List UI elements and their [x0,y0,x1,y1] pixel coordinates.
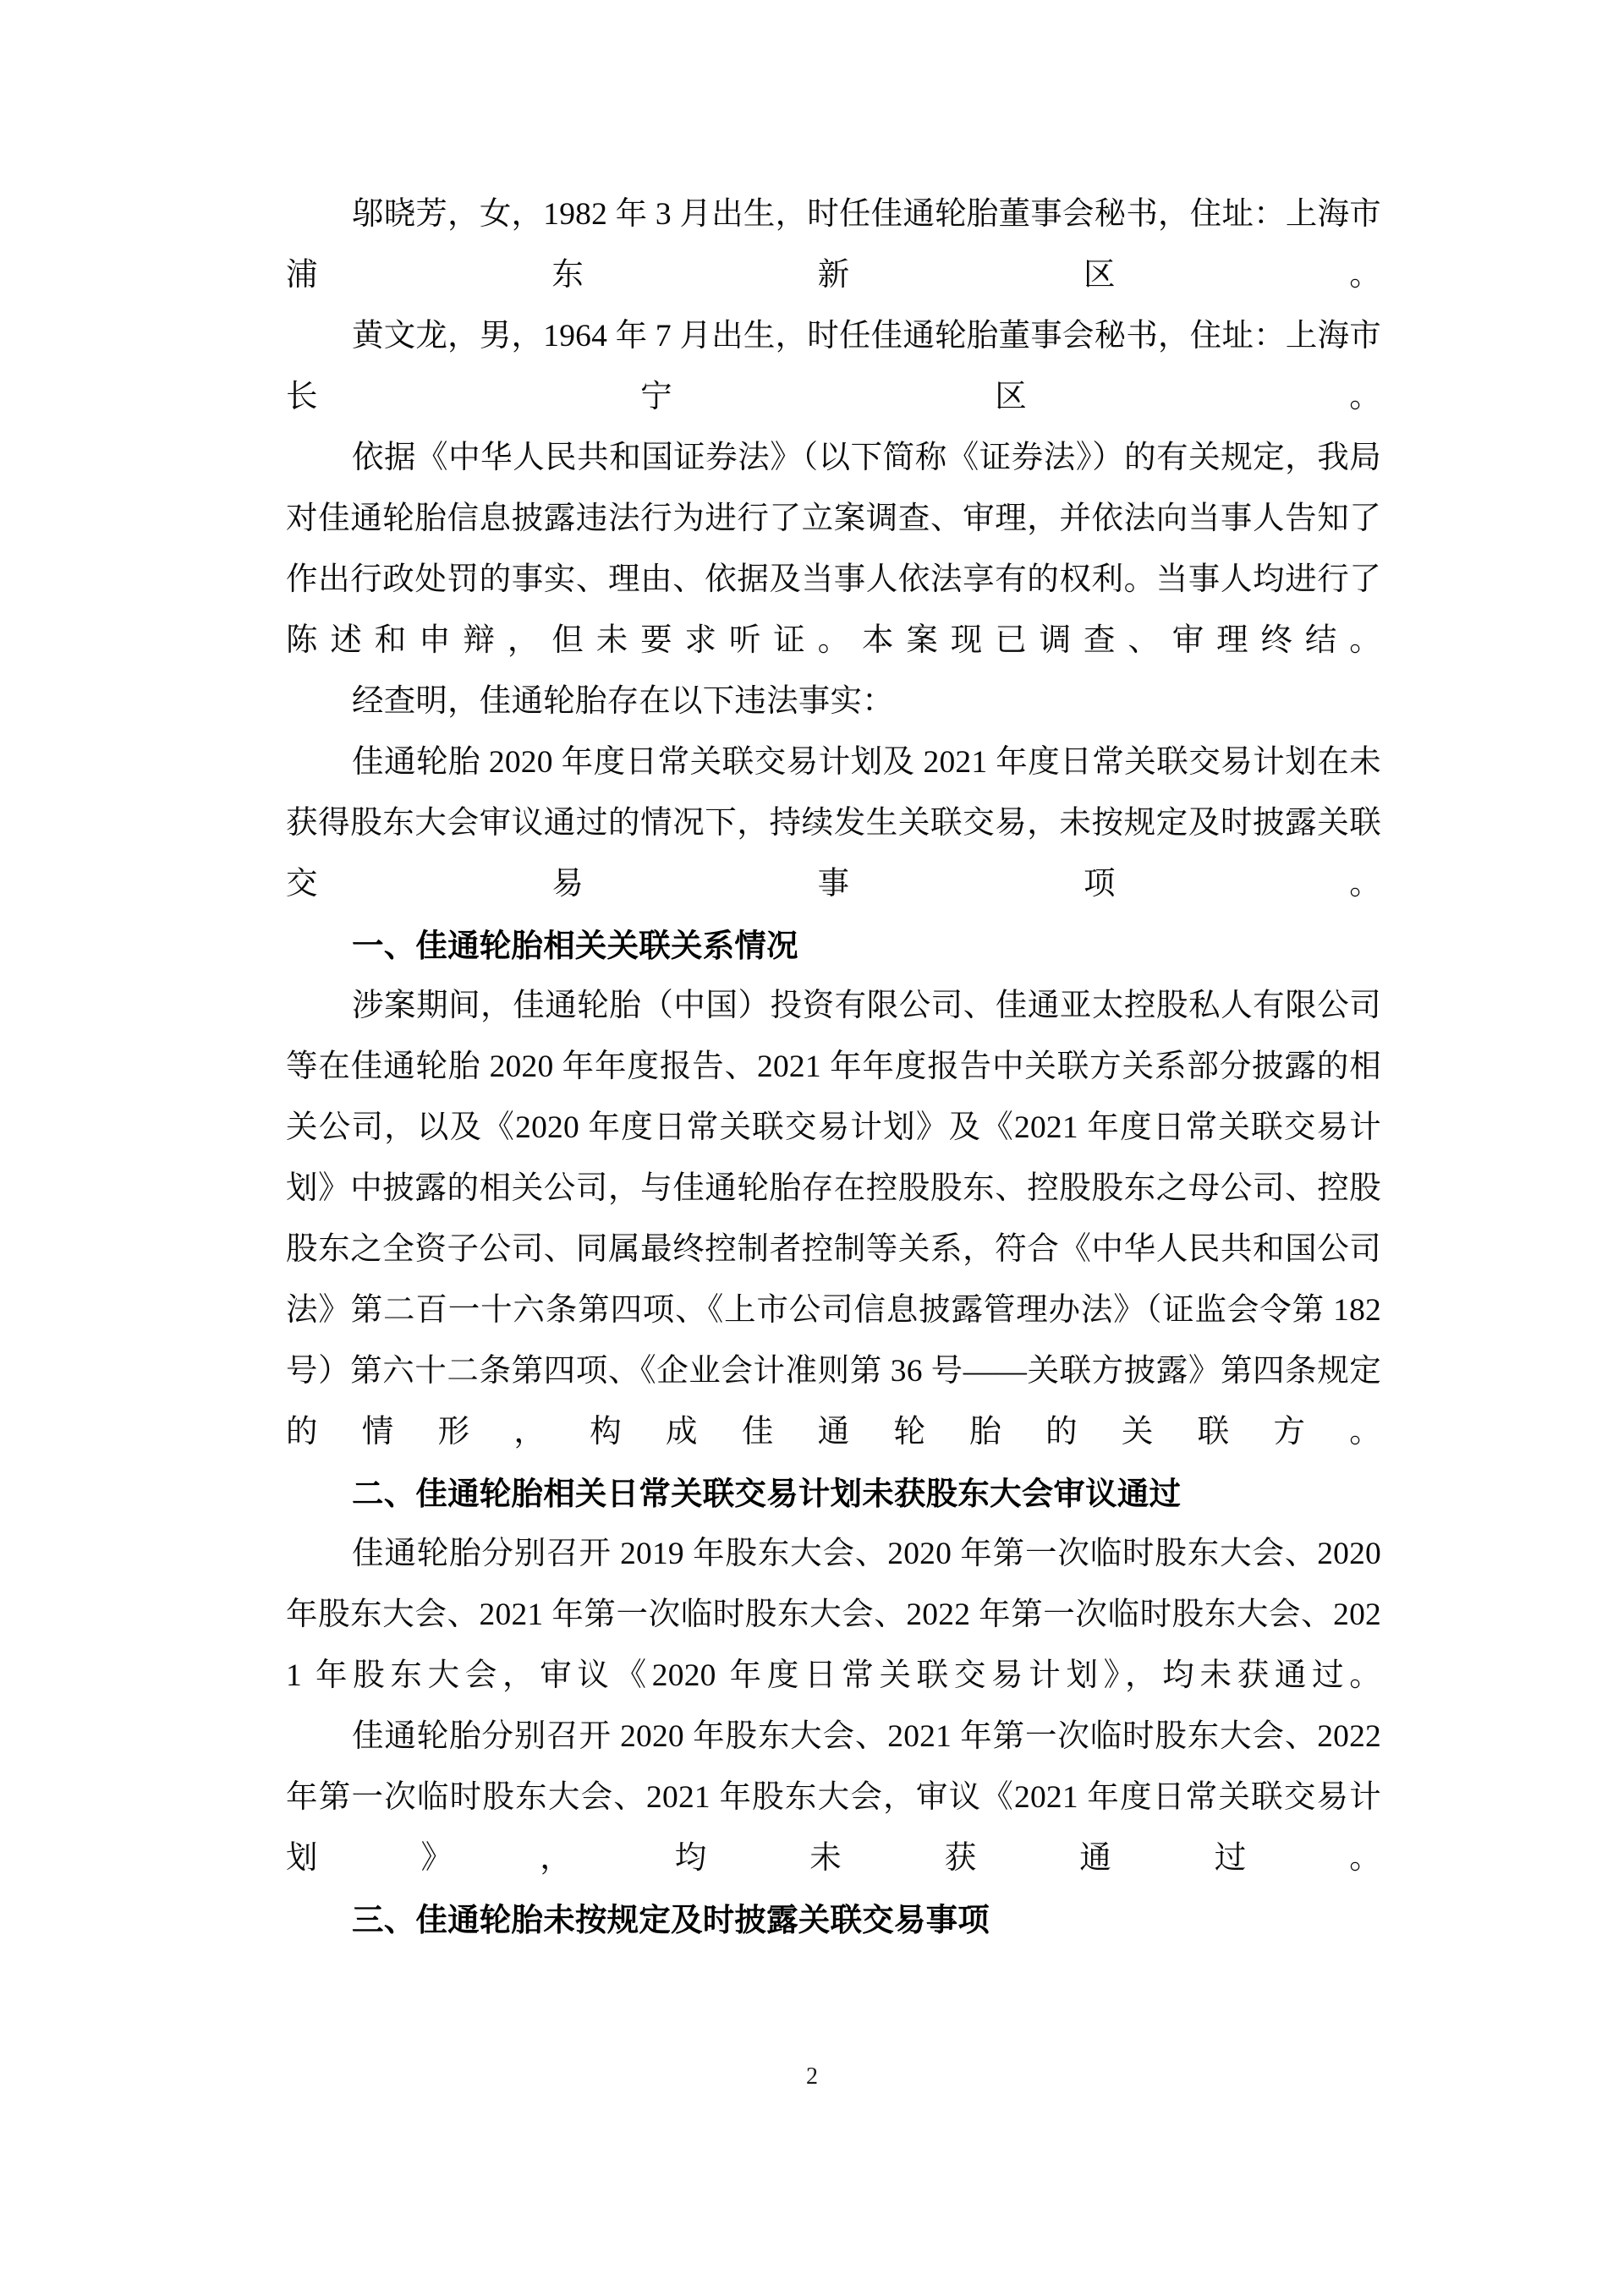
paragraph-legal-basis: 依据《中华人民共和国证券法》（以下简称《证券法》）的有关规定，我局对佳通轮胎信息披露违法行为进行了立案调查、审理，并依法向当事人告知了作出行政处罚的事实、理由、依据及当事人依法享有的权利。当事人均进行了陈述和申辩，但未要求听证。本案现已调查、审理终结。 [286,441,1381,658]
heading-section-two: 二、佳通轮胎相关日常关联交易计划未获股东大会审议通过 [352,1475,1182,1512]
heading-section-three: 三、佳通轮胎未按规定及时披露关联交易事项 [352,1901,990,1938]
paragraph-section-one-body: 涉案期间，佳通轮胎（中国）投资有限公司、佳通亚太控股私人有限公司等在佳通轮胎 2020 年年度报告、2021 年年度报告中关联方关系部分披露的相关公司，以及《2020 年度日常关联交易计划》及《2021 年度日常关联交易计划》中披露的相关公司，与佳通轮胎存在控股股东、控股股东之母公司、控股股东之全资子公司、同属最终控制者控制等关系，符合《中华人民共和国公司法》第二百一十六条第四项、《上市公司信息披露管理办法》（证监会令第 182 号）第六十二条第四项、《企业会计准则第 36 号——关联方披露》第四条规定的情形，构成佳通轮胎的关联方。 [286,989,1381,1449]
paragraph-section-two-body-1: 佳通轮胎分别召开 2019 年股东大会、2020 年第一次临时股东大会、2020 年股东大会、2021 年第一次临时股东大会、2022 年第一次临时股东大会、2021 年股东大会，审议《2020 年度日常关联交易计划》，均未获通过。 [286,1537,1381,1693]
paragraph-zou-xiaofang: 邬晓芳，女，1982 年 3 月出生，时任佳通轮胎董事会秘书，住址：上海市浦东新区。 [286,197,1381,293]
paragraph-findings-intro: 经查明，佳通轮胎存在以下违法事实： [352,684,894,719]
heading-section-one: 一、佳通轮胎相关关联关系情况 [352,927,798,964]
paragraph-violation-summary: 佳通轮胎 2020 年度日常关联交易计划及 2021 年度日常关联交易计划在未获得股东大会审议通过的情况下，持续发生关联交易，未按规定及时披露关联交易事项。 [286,745,1381,901]
paragraph-section-two-body-2: 佳通轮胎分别召开 2020 年股东大会、2021 年第一次临时股东大会、2022 年第一次临时股东大会、2021 年股东大会，审议《2021 年度日常关联交易计划》，均未获通过。 [286,1719,1381,1876]
document-body [286,184,1381,1950]
paragraph-huang-wenlong: 黄文龙，男，1964 年 7 月出生，时任佳通轮胎董事会秘书，住址：上海市长宁区。 [286,319,1381,414]
page-number: 2 [806,2063,818,2090]
